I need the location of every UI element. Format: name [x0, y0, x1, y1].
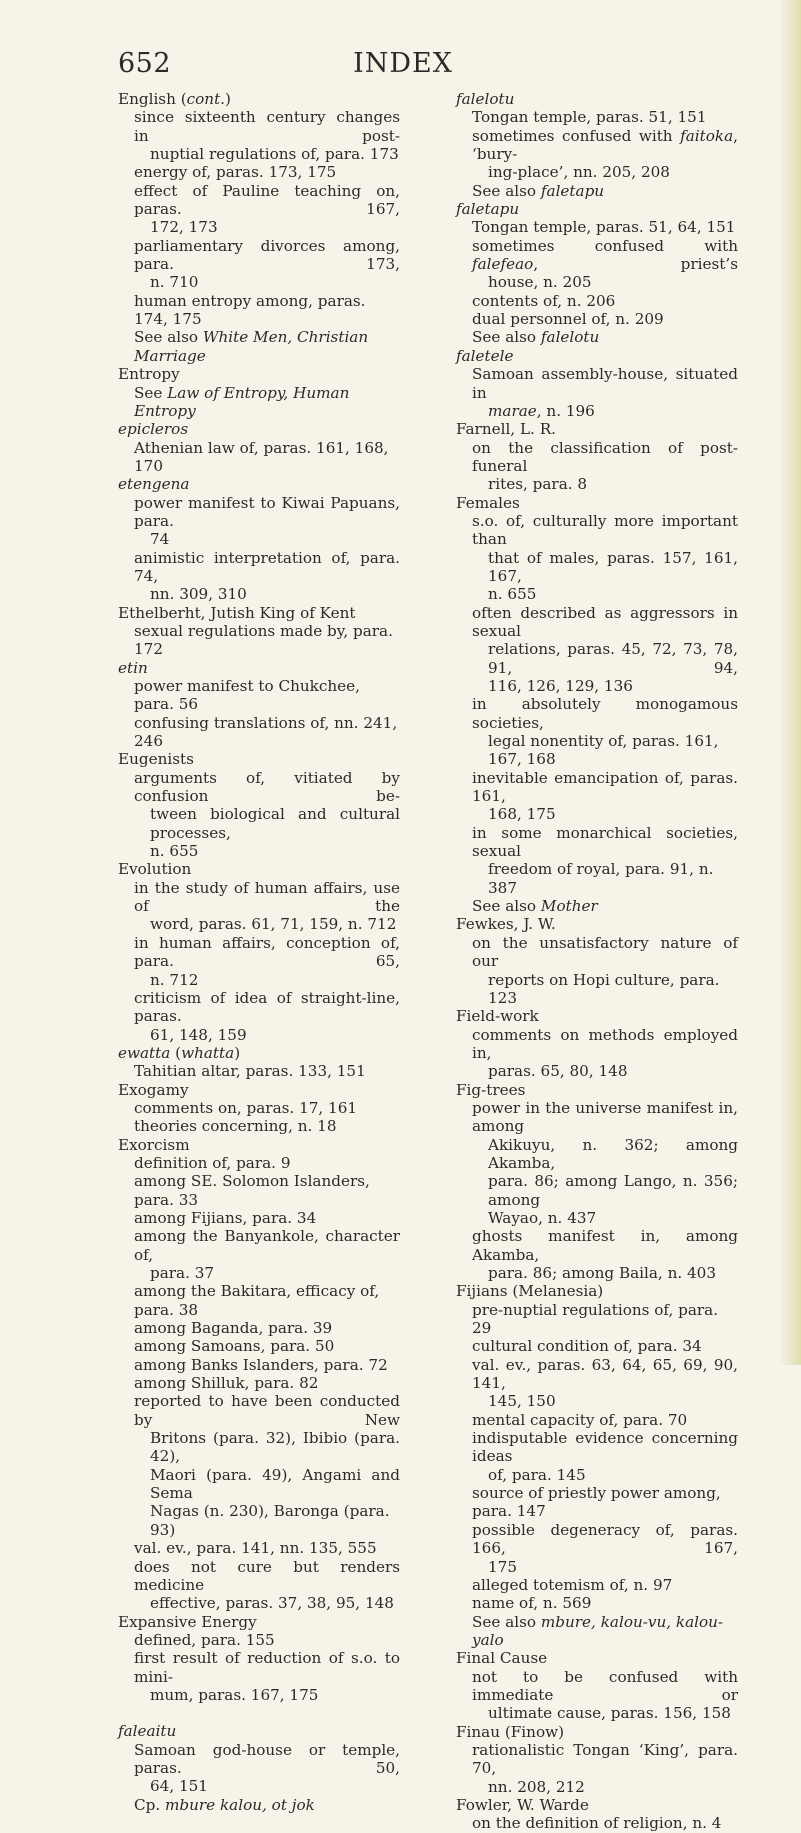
index-subentry	[118, 934, 400, 989]
subentry-line: 145, 150	[488, 1392, 556, 1411]
index-column-right	[456, 90, 738, 1833]
italic-term: falelotu	[456, 90, 515, 108]
index-subentry	[456, 108, 738, 126]
subentry-line: n. 710	[150, 273, 199, 292]
subentry-line: first result of reduction of s.o. to mini-	[134, 1649, 400, 1686]
subentry-line: possible degeneracy of, paras. 166, 167,	[472, 1520, 738, 1558]
index-subentry	[118, 1649, 400, 1704]
index-subentry	[118, 1282, 400, 1319]
index-subentry	[118, 1796, 400, 1814]
index-heading	[118, 659, 400, 677]
subentry-line	[456, 1613, 738, 1650]
index-heading	[118, 604, 400, 622]
index-subentry	[456, 1099, 738, 1227]
subentry-line: n. 712	[150, 970, 199, 989]
entry-text: Field-work	[456, 1007, 539, 1026]
entry-text: Females	[456, 493, 520, 512]
subentry-line	[118, 1796, 400, 1814]
index-heading	[456, 347, 738, 365]
entry-text: See also	[472, 328, 541, 347]
subentry-line	[456, 402, 738, 420]
entry-text: Fewkes, J. W.	[456, 915, 556, 934]
subentry-line: of, para. 145	[488, 1465, 586, 1484]
subentry-line: sexual regulations made by, para. 172	[134, 621, 393, 659]
italic-term: cont.	[186, 90, 226, 108]
subentry-line: among Shilluk, para. 82	[134, 1374, 319, 1393]
index-subentry	[456, 127, 738, 182]
index-subentry	[456, 824, 738, 897]
index-subentry	[456, 897, 738, 915]
index-subentry	[118, 1337, 400, 1355]
entry-text: See also	[472, 181, 541, 200]
subentry-line: n. 655	[488, 585, 537, 604]
index-subentry	[456, 604, 738, 696]
index-column-left	[118, 90, 400, 1814]
subentry-line: legal nonentity of, paras. 161, 167, 168	[488, 732, 719, 769]
subentry-line: word, paras. 61, 71, 159, n. 712	[150, 915, 397, 934]
subentry-line: 74	[150, 530, 170, 549]
subentry-line: 172, 173	[150, 218, 218, 237]
subentry-line: n. 655	[150, 842, 199, 861]
index-heading	[118, 1722, 400, 1740]
entry-text: sometimes confused with	[472, 236, 738, 255]
subentry-line: house, n. 205	[488, 273, 592, 292]
subentry-line: power in the universe manifest in, among	[472, 1098, 738, 1136]
index-subentry	[118, 1062, 400, 1080]
index-heading	[456, 494, 738, 512]
entry-text: Fijians (Melanesia)	[456, 1282, 604, 1301]
subentry-line: mum, paras. 167, 175	[150, 1685, 319, 1704]
index-subentry	[118, 1154, 400, 1172]
italic-term: faletapu	[540, 181, 605, 200]
italic-term: mbure kalou, ot jok	[165, 1795, 315, 1814]
entry-text: Exogamy	[118, 1080, 189, 1099]
italic-term: Law of Entropy, Human Entropy	[134, 383, 350, 420]
subentry-line: on the unsatisfactory nature of our	[472, 933, 738, 971]
subentry-line: Tahitian altar, paras. 133, 151	[134, 1062, 366, 1081]
index-subentry	[456, 1026, 738, 1081]
subentry-line: on the classification of post-funeral	[472, 438, 738, 475]
italic-term: etin	[118, 658, 148, 677]
subentry-line: among the Banyankole, character of,	[134, 1227, 400, 1264]
page-number: 652	[118, 48, 172, 79]
subentry-line: defined, para. 155	[134, 1630, 275, 1649]
entry-text: Final Cause	[456, 1649, 548, 1668]
index-subentry	[118, 384, 400, 421]
subentry-line: comments on, paras. 17, 161	[134, 1098, 358, 1117]
subentry-line: Tongan temple, paras. 51, 64, 151	[472, 218, 736, 237]
index-subentry	[456, 237, 738, 292]
index-subentry	[118, 439, 400, 476]
subentry-line: does not cure but renders medicine	[134, 1557, 400, 1594]
index-heading	[456, 90, 738, 108]
subentry-line: reports on Hopi culture, para. 123	[488, 970, 720, 1007]
subentry-line: power manifest to Kiwai Papuans, para.	[134, 493, 400, 530]
subentry-line	[456, 127, 738, 164]
index-heading	[118, 1136, 400, 1154]
index-subentry	[456, 328, 738, 346]
entry-text: Finau (Finow)	[456, 1722, 565, 1741]
index-subentry	[118, 622, 400, 659]
index-subentry	[456, 292, 738, 310]
subentry-line	[118, 384, 400, 421]
subentry-line: among SE. Solomon Islanders, para. 33	[134, 1172, 370, 1209]
italic-term: epicleros	[118, 420, 189, 439]
entry-text: Evolution	[118, 860, 192, 879]
subentry-line: paras. 65, 80, 148	[488, 1062, 628, 1081]
index-heading	[456, 420, 738, 438]
subentry-line: s.o. of, culturally more important than	[472, 511, 738, 549]
subentry-line: among Fijians, para. 34	[134, 1208, 317, 1227]
subentry-line: Akikuyu, n. 362; among Akamba,	[488, 1135, 738, 1172]
subentry-line: since sixteenth century changes in post-	[134, 108, 400, 145]
subentry-line: in absolutely monogamous societies,	[472, 695, 738, 732]
entry-text: See also	[472, 1612, 541, 1631]
index-subentry	[456, 1301, 738, 1338]
index-heading	[456, 1081, 738, 1099]
index-heading	[456, 1649, 738, 1667]
entry-text: See also	[472, 897, 541, 916]
index-heading	[456, 1007, 738, 1025]
subentry-line: rationalistic Tongan ‘King’, para. 70,	[472, 1740, 738, 1778]
index-heading	[118, 750, 400, 768]
index-subentry	[456, 182, 738, 200]
subentry-line: among the Bakitara, efficacy of, para. 38	[134, 1282, 380, 1319]
subentry-line: animistic interpretation of, para. 74,	[134, 548, 400, 585]
subentry-line	[456, 328, 738, 346]
index-subentry	[118, 677, 400, 714]
italic-term: ewatta	[118, 1043, 171, 1062]
subentry-line: Tongan temple, paras. 51, 151	[472, 108, 707, 127]
subentry-line: pre-nuptial regulations of, para. 29	[472, 1300, 719, 1338]
italic-term: falefeao	[472, 255, 534, 274]
index-subentry	[456, 310, 738, 328]
subentry-line: effect of Pauline teaching on, paras. 167,	[134, 181, 400, 219]
index-heading	[456, 1796, 738, 1814]
page-header	[118, 48, 688, 88]
subentry-line: Britons (para. 32), Ibibio (para. 42),	[150, 1429, 400, 1466]
subentry-line: tween biological and cultural processes,	[150, 805, 400, 842]
index-subentry	[456, 365, 738, 420]
entry-text: (	[170, 1043, 182, 1062]
subentry-line: Maori (para. 49), Angami and Sema	[150, 1465, 400, 1503]
subentry-line: 64, 151	[150, 1777, 208, 1796]
index-heading	[456, 1723, 738, 1741]
subentry-line: in the study of human affairs, use of the	[134, 878, 400, 916]
subentry-line: contents of, n. 206	[472, 291, 616, 310]
index-subentry	[456, 439, 738, 494]
index-subentry	[118, 292, 400, 329]
italic-term: Mother	[540, 897, 598, 916]
subentry-line: nuptial regulations of, para. 173	[150, 145, 399, 164]
subentry-line: parliamentary divorces among, para. 173,	[134, 236, 400, 274]
italic-term: faletapu	[456, 200, 520, 219]
subentry-line: nn. 309, 310	[150, 585, 247, 604]
index-subentry	[456, 1227, 738, 1282]
subentry-line: rites, para. 8	[488, 475, 588, 494]
subentry-line: 175	[488, 1557, 517, 1576]
subentry-line: 168, 175	[488, 805, 556, 824]
subentry-line: arguments of, vitiated by confusion be-	[134, 768, 400, 806]
entry-text: Ethelberht, Jutish King of Kent	[118, 603, 356, 622]
subentry-line: definition of, para. 9	[134, 1153, 291, 1172]
subentry-line: cultural condition of, para. 34	[472, 1337, 702, 1356]
subentry-line: often described as aggressors in sexual	[472, 603, 738, 640]
entry-text: Cp.	[134, 1795, 165, 1814]
index-subentry	[456, 1484, 738, 1521]
index-heading	[456, 915, 738, 933]
entry-text: , priest’s	[533, 255, 738, 274]
subentry-line: source of priestly power among, para. 147	[472, 1484, 721, 1521]
page-edge-shadow	[779, 0, 801, 1365]
index-subentry	[456, 1356, 738, 1411]
italic-term: falelotu	[540, 328, 600, 347]
italic-term: etengena	[118, 475, 190, 494]
subentry-line: Samoan god-house or temple, paras. 50,	[134, 1740, 400, 1777]
subentry-line: among Samoans, para. 50	[134, 1337, 335, 1356]
entry-text: , ‘bury-	[472, 126, 738, 164]
subentry-line: reported to have been conducted by New	[134, 1392, 400, 1429]
subentry-line: val. ev., paras. 63, 64, 65, 69, 90, 141,	[472, 1355, 738, 1393]
subentry-line: in human affairs, conception of, para. 65,	[134, 933, 400, 971]
section-gap	[118, 1704, 400, 1722]
index-subentry	[118, 1392, 400, 1539]
subentry-line: theories concerning, n. 18	[134, 1117, 337, 1136]
subentry-line	[456, 897, 738, 915]
index-subentry	[456, 1337, 738, 1355]
subentry-line: nn. 208, 212	[488, 1777, 585, 1796]
index-subentry	[118, 1539, 400, 1557]
entry-text: English (	[118, 90, 187, 108]
subentry-line: ing-place’, nn. 205, 208	[488, 163, 670, 182]
index-subentry	[118, 549, 400, 604]
entry-text: Expansive Energy	[118, 1612, 257, 1631]
index-heading	[118, 365, 400, 383]
entry-text: )	[225, 90, 231, 108]
subentry-line: on the definition of religion, n. 4	[472, 1814, 722, 1833]
index-subentry	[118, 163, 400, 181]
index-subentry	[456, 1521, 738, 1576]
index-subentry	[118, 1172, 400, 1209]
index-subentry	[118, 989, 400, 1044]
index-subentry	[118, 1631, 400, 1649]
entry-text: Entropy	[118, 365, 180, 384]
index-subentry	[456, 1814, 738, 1832]
running-title: INDEX	[353, 48, 453, 79]
index-subentry	[118, 1209, 400, 1227]
index-subentry	[118, 1117, 400, 1135]
subentry-line: not to be confused with immediate or	[472, 1667, 738, 1704]
entry-text: See	[134, 383, 168, 402]
italic-term: mbure, kalou-vu, kalou-yalo	[472, 1612, 724, 1649]
entry-text: Fowler, W. Warde	[456, 1795, 589, 1814]
index-heading	[118, 420, 400, 438]
index-subentry	[456, 1429, 738, 1484]
index-subentry	[118, 769, 400, 861]
italic-term: faitoka	[680, 126, 734, 145]
entry-text: )	[234, 1043, 241, 1062]
index-subentry	[118, 494, 400, 549]
index-subentry	[456, 1613, 738, 1650]
subentry-line: in some monarchical societies, sexual	[472, 823, 738, 861]
subentry-line: ghosts manifest in, among Akamba,	[472, 1227, 738, 1264]
italic-term: White Men, Christian Marriage	[134, 328, 369, 365]
subentry-line: indisputable evidence concerning ideas	[472, 1429, 738, 1466]
subentry-line: 116, 126, 129, 136	[488, 677, 633, 695]
italic-term: faleaitu	[118, 1722, 177, 1741]
subentry-line: relations, paras. 45, 72, 73, 78, 91, 94,	[488, 640, 738, 677]
subentry-line: dual personnel of, n. 209	[472, 310, 664, 329]
subentry-line: para. 86; among Baila, n. 403	[488, 1264, 717, 1282]
entry-text: See also	[134, 328, 203, 347]
entry-text: Farnell, L. R.	[456, 420, 556, 439]
index-heading	[118, 475, 400, 493]
subentry-line: energy of, paras. 173, 175	[134, 163, 337, 182]
index-heading	[118, 1044, 400, 1062]
index-subentry	[118, 714, 400, 751]
index-subentry	[118, 108, 400, 163]
subentry-line: ultimate cause, paras. 156, 158	[488, 1704, 731, 1723]
subentry-line: among Banks Islanders, para. 72	[134, 1355, 388, 1374]
index-subentry	[456, 1741, 738, 1796]
subentry-line: confusing translations of, nn. 241, 246	[134, 713, 398, 751]
index-subentry	[456, 1668, 738, 1723]
italic-term: marae	[488, 401, 537, 420]
index-subentry	[456, 1576, 738, 1594]
entry-text: Fig-trees	[456, 1080, 526, 1099]
subentry-line: 61, 148, 159	[150, 1025, 247, 1044]
index-subentry	[118, 182, 400, 237]
subentry-line: criticism of idea of straight-line, paras.	[134, 988, 400, 1026]
subentry-line: alleged totemism of, n. 97	[472, 1575, 673, 1594]
subentry-line: para. 86; among Lango, n. 356; among	[488, 1172, 738, 1209]
index-heading	[118, 860, 400, 878]
italic-term: faletele	[456, 346, 514, 365]
entry-text: Exorcism	[118, 1135, 190, 1154]
index-heading	[118, 90, 400, 108]
subentry-line: effective, paras. 37, 38, 95, 148	[150, 1594, 394, 1613]
index-subentry	[118, 1374, 400, 1392]
index-subentry	[118, 1227, 400, 1282]
index-subentry	[456, 1411, 738, 1429]
index-subentry	[118, 328, 400, 365]
index-heading	[456, 200, 738, 218]
index-heading	[118, 1081, 400, 1099]
entry-text: Eugenists	[118, 750, 194, 769]
subentry-line: Athenian law of, paras. 161, 168, 170	[134, 438, 389, 475]
index-subentry	[456, 769, 738, 824]
subentry-line: among Baganda, para. 39	[134, 1319, 333, 1338]
subentry-line	[118, 328, 400, 365]
italic-term: whatta	[181, 1043, 235, 1062]
index-subentry	[456, 512, 738, 604]
index-subentry	[456, 695, 738, 768]
subentry-line: para. 37	[150, 1264, 215, 1282]
subentry-line: name of, n. 569	[472, 1594, 592, 1613]
entry-text: sometimes confused with	[472, 126, 681, 145]
index-subentry	[456, 1594, 738, 1612]
subentry-line: human entropy among, paras. 174, 175	[134, 291, 366, 329]
subentry-line: val. ev., para. 141, nn. 135, 555	[134, 1539, 377, 1558]
index-subentry	[118, 1099, 400, 1117]
index-subentry	[456, 218, 738, 236]
index-heading	[456, 1282, 738, 1300]
subentry-line	[456, 237, 738, 274]
entry-text: , n. 196	[536, 401, 595, 420]
subentry-line: comments on methods employed in,	[472, 1025, 738, 1062]
subentry-line: Wayao, n. 437	[488, 1208, 597, 1227]
index-subentry	[456, 934, 738, 1007]
subentry-line: that of males, paras. 157, 161, 167,	[488, 548, 738, 585]
index-subentry	[118, 1558, 400, 1613]
subentry-line: freedom of royal, para. 91, n. 387	[488, 860, 714, 897]
subentry-line	[456, 182, 738, 200]
subentry-line: mental capacity of, para. 70	[472, 1410, 688, 1429]
subentry-line: inevitable emancipation of, paras. 161,	[472, 768, 738, 806]
subentry-line: power manifest to Chukchee, para. 56	[134, 677, 360, 714]
index-subentry	[118, 1741, 400, 1796]
index-heading	[118, 1613, 400, 1631]
index-subentry	[118, 1319, 400, 1337]
subentry-line: Samoan assembly-house, situated in	[472, 365, 738, 402]
index-subentry	[118, 237, 400, 292]
index-subentry	[118, 879, 400, 934]
subentry-line: Nagas (n. 230), Baronga (para. 93)	[150, 1502, 390, 1539]
